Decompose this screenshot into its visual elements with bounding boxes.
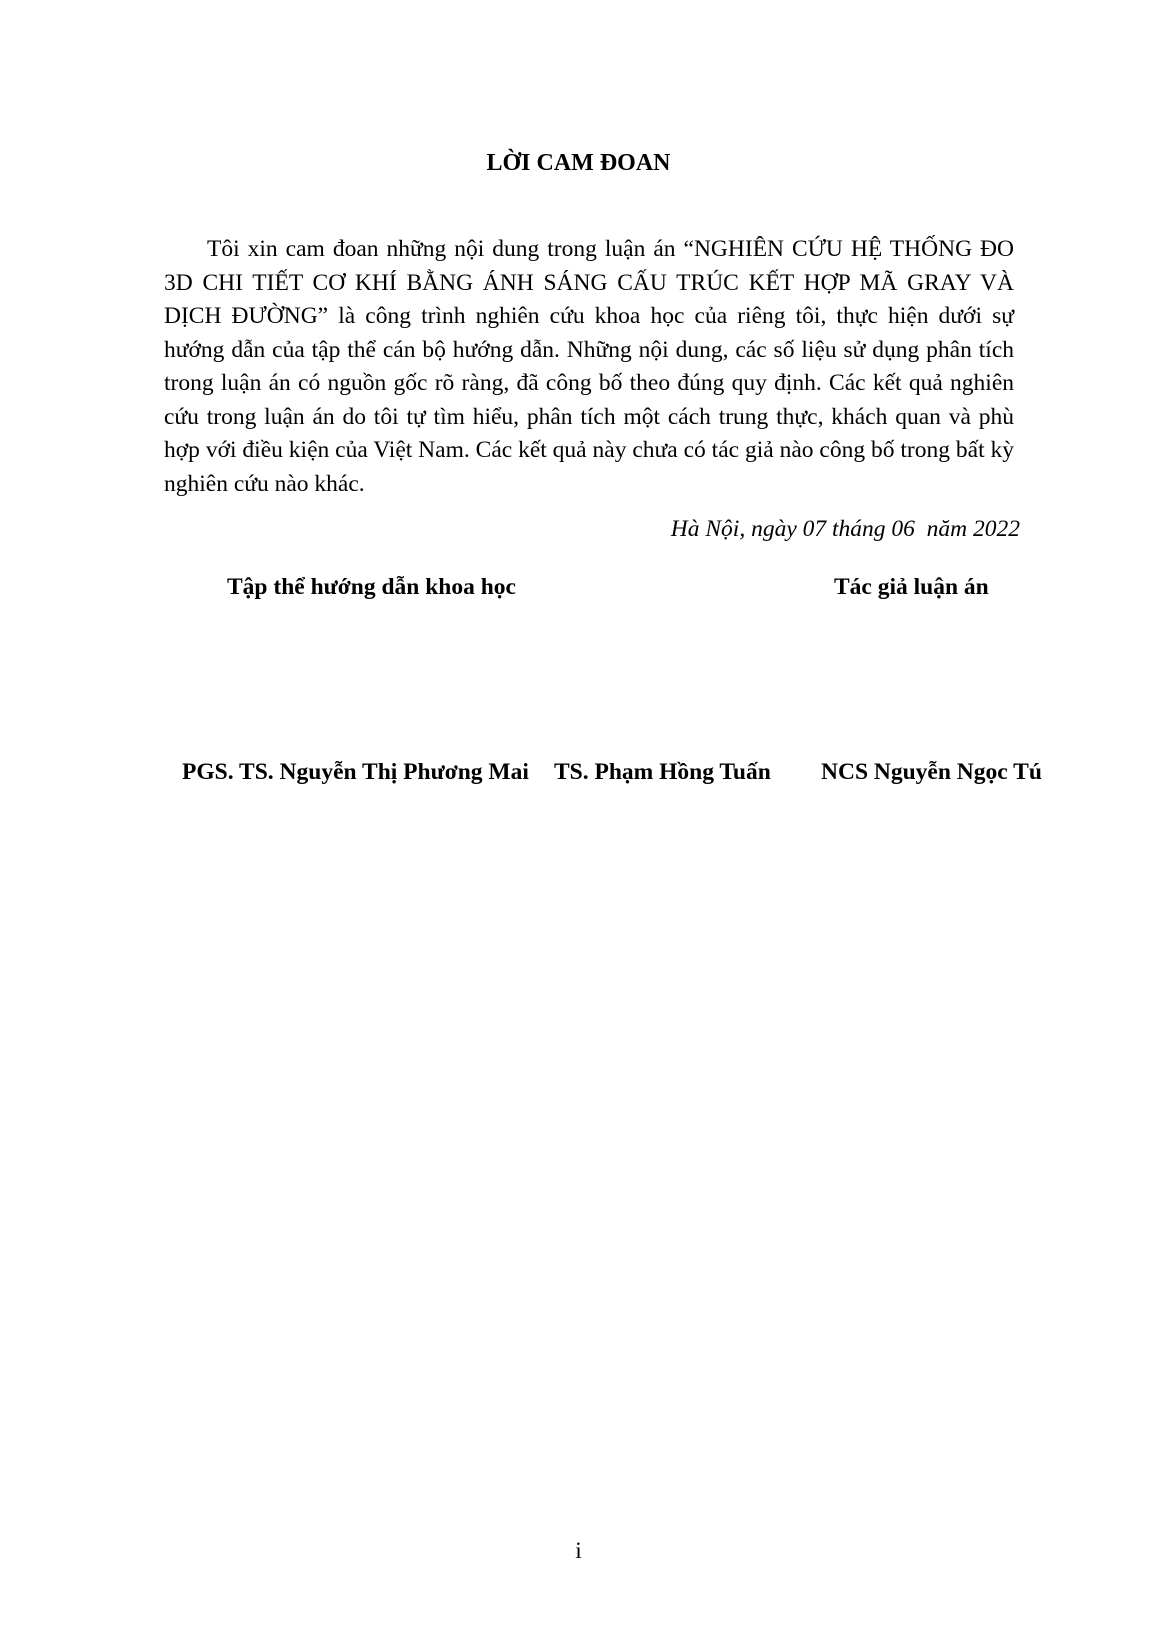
date-line: Hà Nội, ngày 07 tháng 06 năm 2022: [670, 516, 1020, 542]
page-number: i: [575, 1538, 582, 1564]
author-heading: Tác giả luận án: [834, 574, 989, 600]
signature-author: NCS Nguyễn Ngọc Tú: [821, 759, 1042, 785]
signature-supervisor-1: PGS. TS. Nguyễn Thị Phương Mai: [182, 759, 529, 785]
signature-supervisor-2: TS. Phạm Hồng Tuấn: [554, 759, 771, 785]
supervisors-heading: Tập thể hướng dẫn khoa học: [227, 574, 516, 600]
declaration-paragraph: Tôi xin cam đoan những nội dung trong luận án “NGHIÊN CỨU HỆ THỐNG ĐO 3D CHI TIẾT CƠ KHÍ BẰNG ÁNH SÁNG CẤU TRÚC KẾT HỢP MÃ GRAY VÀ DỊCH ĐƯỜNG” là công trình nghiên cứu khoa học của riêng tôi, thực hiện dưới sự hướng dẫn của tập thể cán bộ hướng dẫn. Những nội dung, các số liệu sử dụng phân tích trong luận án có nguồn gốc rõ ràng, đã công bố theo đúng quy định. Các kết quả nghiên cứu trong luận án do tôi tự tìm hiểu, phân tích một cách trung thực, khách quan và phù hợp với điều kiện của Việt Nam. Các kết quả này chưa có tác giả nào công bố trong bất kỳ nghiên cứu nào khác.: [164, 236, 1014, 497]
page-title: LỜI CAM ĐOAN: [486, 150, 671, 176]
